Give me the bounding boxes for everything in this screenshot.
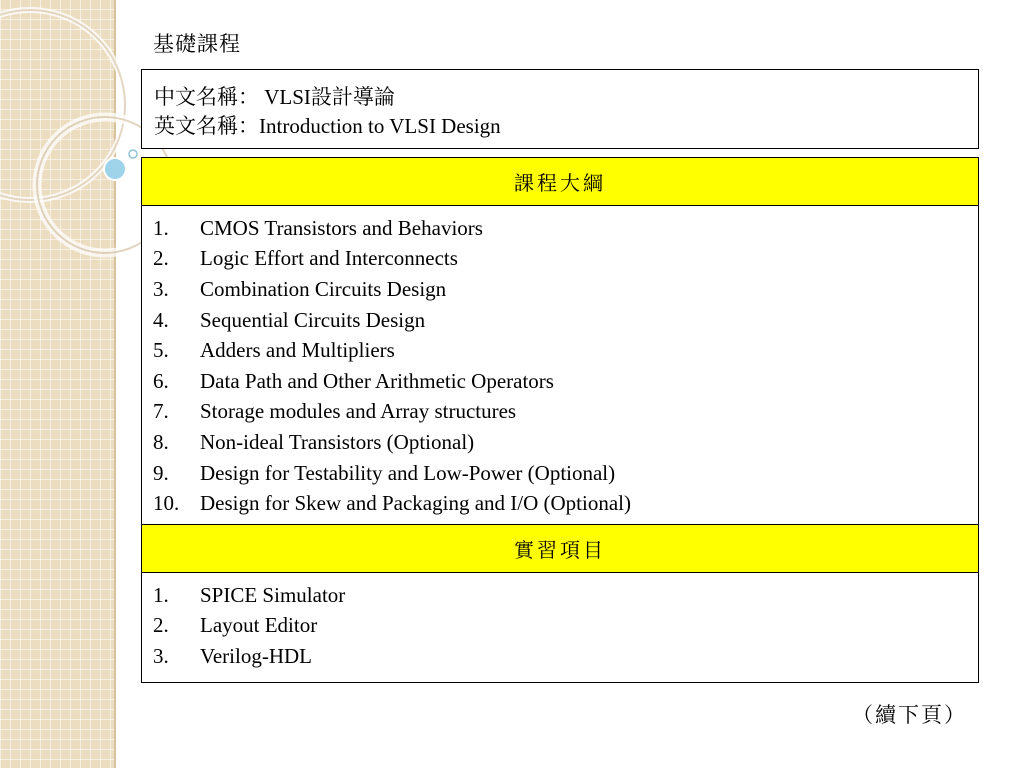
list-item (142, 213, 978, 244)
list-item (142, 244, 978, 275)
list-item-number: 4. (153, 307, 169, 332)
list-item-number: 2. (153, 613, 169, 638)
list-item (142, 335, 978, 366)
list-item-text: Logic Effort and Interconnects (200, 246, 458, 271)
list-item-number: 10. (153, 491, 180, 516)
page-title: 基礎課程 (153, 32, 241, 56)
list-item (142, 641, 978, 672)
english-name-line (154, 110, 501, 140)
chinese-name-line (154, 81, 395, 111)
syllabus-list (142, 206, 978, 524)
list-item-number: 2. (153, 246, 169, 271)
list-item-number: 6. (153, 368, 169, 393)
list-item-number: 1. (153, 215, 169, 240)
list-item (142, 274, 978, 305)
decorative-rings (0, 0, 160, 320)
list-item-text: CMOS Transistors and Behaviors (200, 215, 483, 240)
lab-list (142, 573, 978, 682)
list-item-text: Design for Skew and Packaging and I/O (Optional) (200, 491, 631, 516)
list-item-number: 3. (153, 276, 169, 301)
list-item (142, 580, 978, 611)
list-item-number: 9. (153, 460, 169, 485)
list-item (142, 397, 978, 428)
english-name-value: Introduction to VLSI Design (259, 114, 501, 138)
list-item-number: 3. (153, 643, 169, 668)
chinese-name-value: VLSI設計導論 (264, 85, 395, 109)
list-item-text: Non-ideal Transistors (Optional) (200, 429, 475, 454)
list-item-text: Data Path and Other Arithmetic Operators (200, 368, 554, 393)
course-name-box (141, 69, 979, 149)
list-item-text: Sequential Circuits Design (200, 307, 426, 332)
list-item (142, 458, 978, 489)
list-item-number: 8. (153, 429, 169, 454)
list-item (142, 427, 978, 458)
syllabus-header: 課程大綱 (142, 158, 978, 206)
course-table (141, 157, 979, 683)
list-item-text: Storage modules and Array structures (200, 399, 517, 424)
small-bead-icon (129, 150, 137, 158)
lab-header: 實習項目 (142, 524, 978, 573)
list-item (142, 366, 978, 397)
list-item-number: 1. (153, 582, 169, 607)
list-item-text: Combination Circuits Design (200, 276, 447, 301)
list-item-text: Design for Testability and Low-Power (Optional) (200, 460, 616, 485)
list-item-text: Verilog-HDL (200, 643, 312, 668)
list-item (142, 611, 978, 642)
english-name-label: 英文名稱： (154, 114, 259, 138)
list-item-text: SPICE Simulator (200, 582, 346, 607)
list-item-text: Layout Editor (200, 613, 318, 638)
list-item (142, 305, 978, 336)
list-item-number: 5. (153, 338, 169, 363)
list-item-number: 7. (153, 399, 169, 424)
list-item-text: Adders and Multipliers (200, 338, 395, 363)
chinese-name-label: 中文名稱： (154, 85, 259, 109)
continued-note: （續下頁） (852, 703, 967, 727)
list-item (142, 488, 978, 519)
blue-bead-icon (104, 158, 126, 180)
